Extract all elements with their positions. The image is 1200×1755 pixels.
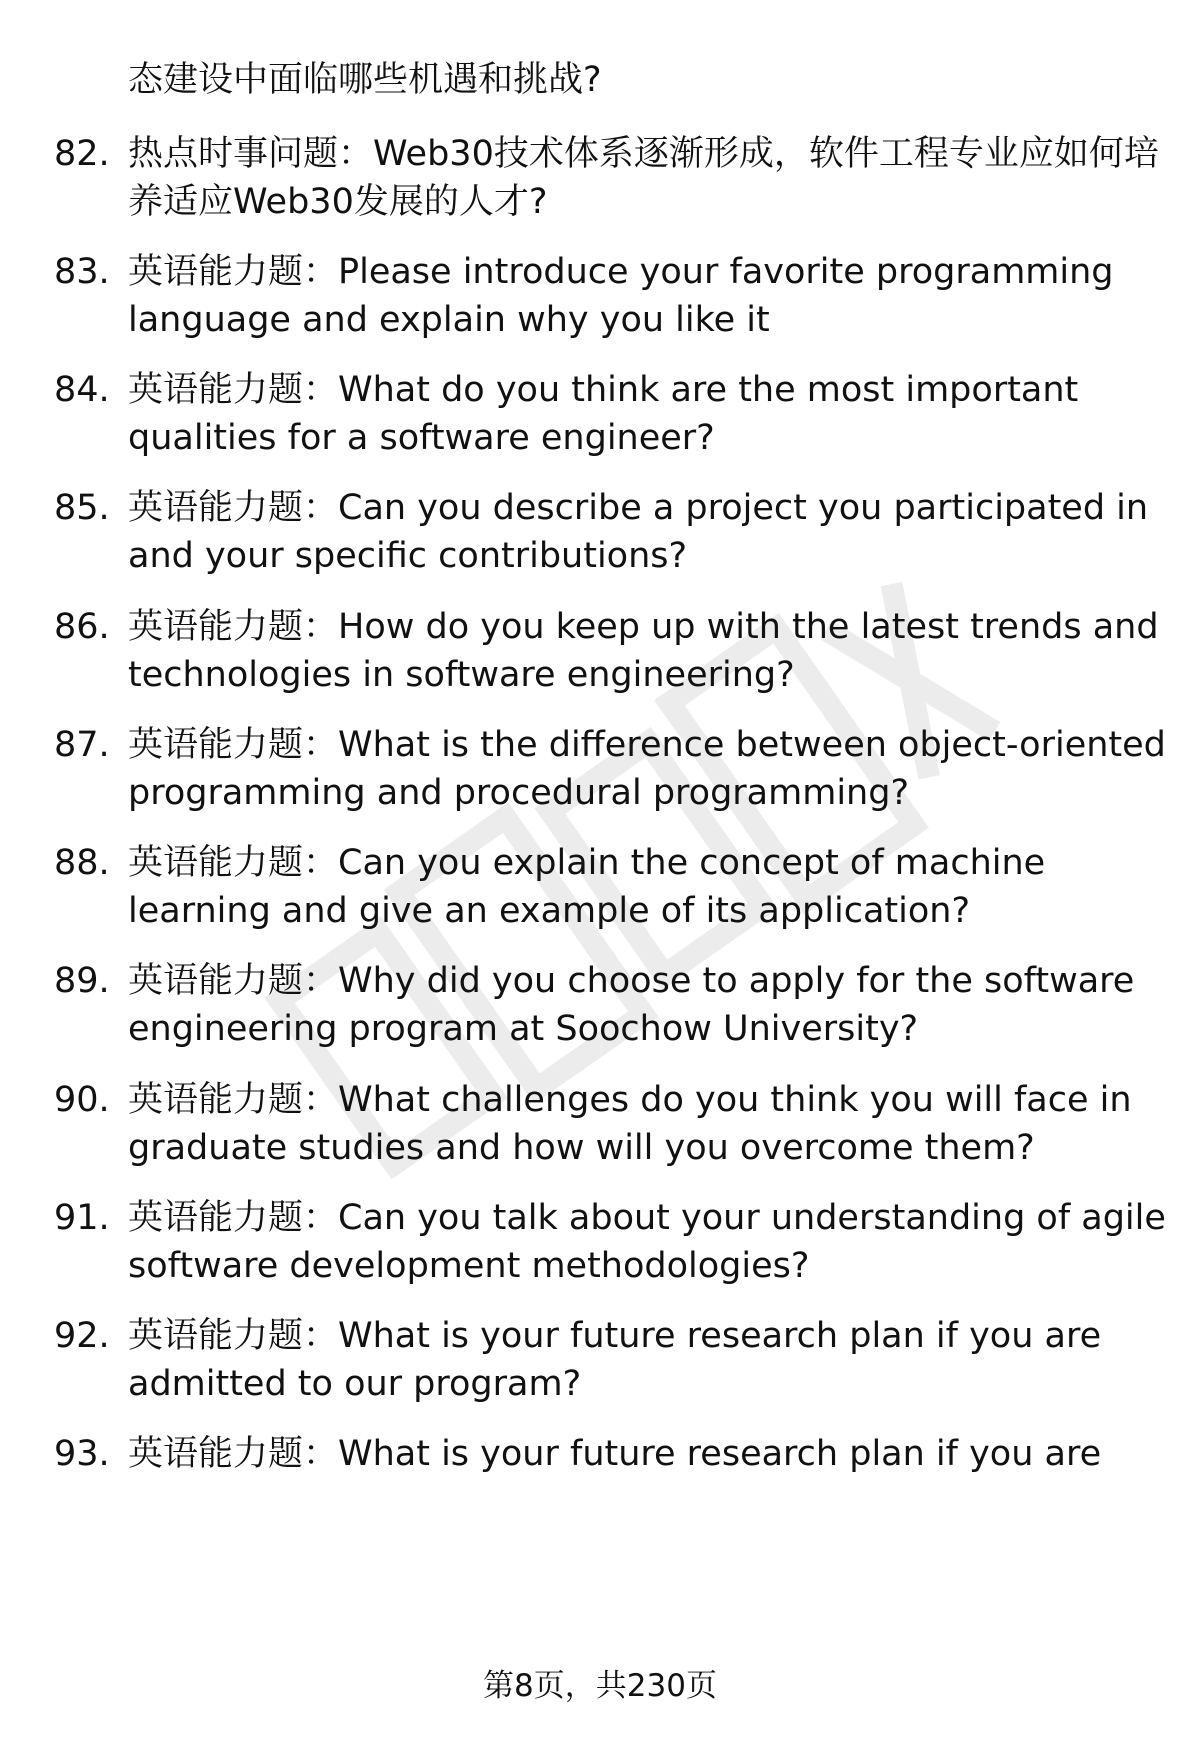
question-number: 82. bbox=[54, 134, 110, 174]
question-number: 90. bbox=[54, 1080, 110, 1120]
question-number: 88. bbox=[54, 843, 110, 883]
question-text: 热点时事问题：Web30技术体系逐渐形成，软件工程专业应如何培养适应Web30发展的人才? bbox=[128, 134, 1159, 222]
question-text: 英语能力题：Can you talk about your understanding of agile software development methodologies? bbox=[128, 1198, 1166, 1286]
question-text: 英语能力题：What challenges do you think you will face in graduate studies and how will you overcome them? bbox=[128, 1080, 1132, 1168]
question-number: 87. bbox=[54, 725, 110, 765]
question-number: 86. bbox=[54, 607, 110, 647]
question-text: 英语能力题：Why did you choose to apply for the software engineering program at Soochow University? bbox=[128, 961, 1135, 1049]
question-number: 91. bbox=[54, 1198, 110, 1238]
question-number: 93. bbox=[54, 1434, 110, 1474]
question-text: 英语能力题：Please introduce your favorite programming language and explain why you like it bbox=[128, 252, 1114, 340]
question-text: 英语能力题：What is your future research plan if you are admitted to our program? bbox=[128, 1316, 1102, 1404]
question-text: 英语能力题：Can you describe a project you participated in and your specific contributions? bbox=[128, 488, 1149, 576]
question-number: 83. bbox=[54, 252, 110, 292]
question-number: 89. bbox=[54, 961, 110, 1001]
page-footer: 第8页，共230页 bbox=[483, 1668, 717, 1704]
question-text: 英语能力题：Can you explain the concept of machine learning and give an example of its application? bbox=[128, 843, 1046, 931]
question-text: 英语能力题：What is the difference between object-oriented programming and procedural programming? bbox=[128, 725, 1166, 813]
question-text: 英语能力题：What do you think are the most important qualities for a software engineer? bbox=[128, 370, 1079, 458]
question-number: 84. bbox=[54, 370, 110, 410]
question-number: 85. bbox=[54, 488, 110, 528]
question-number: 92. bbox=[54, 1316, 110, 1356]
question-text: 英语能力题：What is your future research plan if you are bbox=[128, 1434, 1102, 1474]
question-text: 英语能力题：How do you keep up with the latest trends and technologies in software engineering? bbox=[128, 607, 1159, 695]
continued-question-text: 态建设中面临哪些机遇和挑战? bbox=[128, 60, 602, 100]
